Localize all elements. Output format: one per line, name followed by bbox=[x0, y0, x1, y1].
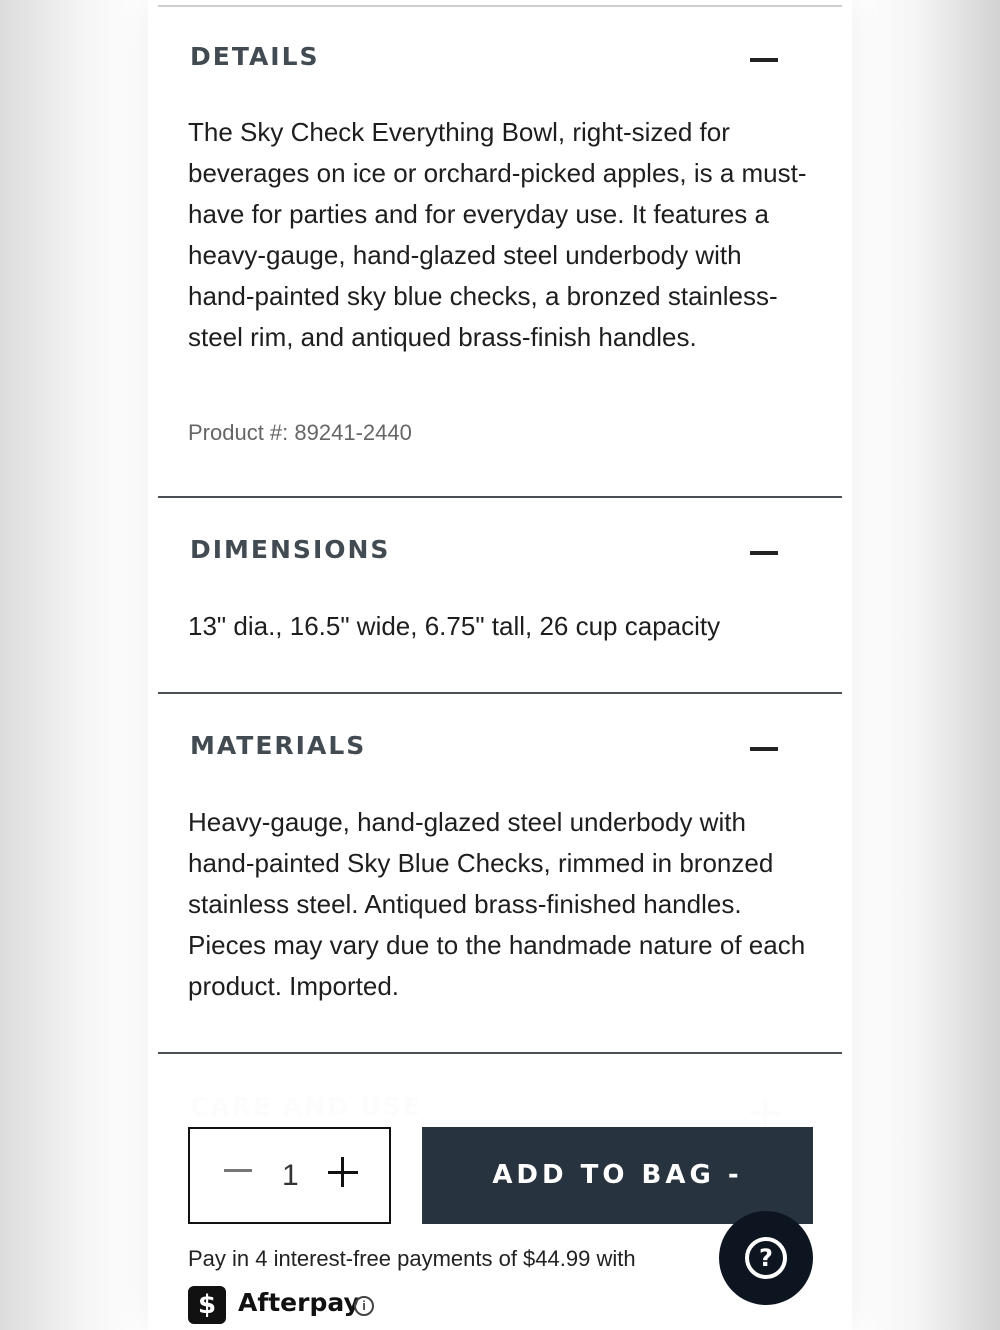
quantity-stepper[interactable] bbox=[188, 1127, 391, 1224]
dimensions-heading[interactable]: DIMENSIONS bbox=[190, 535, 391, 564]
top-divider bbox=[158, 5, 842, 7]
question-mark-icon: ? bbox=[745, 1237, 787, 1279]
dimensions-collapse-icon[interactable] bbox=[750, 551, 778, 555]
product-number: Product #: 89241-2440 bbox=[188, 420, 412, 445]
afterpay-logo-icon: $ bbox=[188, 1286, 226, 1324]
help-button[interactable] bbox=[719, 1211, 813, 1305]
product-detail-panel bbox=[148, 0, 852, 1330]
installment-text: Pay in 4 interest-free payments of $44.99 with bbox=[188, 1246, 636, 1271]
materials-text: Heavy-gauge, hand-glazed steel underbody with hand-painted Sky Blue Checks, rimmed in bronzed stainless steel. Antiqued brass-finished handles. Pieces may vary due to the handmade nature of each product. Imported. bbox=[188, 807, 806, 1001]
details-collapse-icon[interactable] bbox=[750, 58, 778, 62]
materials-heading[interactable]: MATERIALS bbox=[190, 731, 367, 760]
decrease-quantity-icon[interactable] bbox=[224, 1169, 252, 1172]
details-heading[interactable]: DETAILS bbox=[190, 42, 320, 71]
quantity-value: 1 bbox=[282, 1159, 299, 1192]
increase-quantity-icon[interactable] bbox=[328, 1157, 358, 1187]
materials-collapse-icon[interactable] bbox=[750, 747, 778, 751]
add-to-bag-button[interactable]: ADD TO BAG - $179.95 bbox=[422, 1127, 813, 1224]
materials-divider bbox=[158, 1052, 842, 1054]
dimensions-divider bbox=[158, 692, 842, 694]
details-divider bbox=[158, 496, 842, 498]
info-icon[interactable]: i bbox=[354, 1296, 374, 1316]
afterpay-name: Afterpay bbox=[238, 1288, 360, 1317]
details-description: The Sky Check Everything Bowl, right-sized for beverages on ice or orchard-picked apples, is a must-have for parties and for everyday use. It features a heavy-gauge, hand-glazed steel underbody with hand-painted sky blue checks, a bronzed stainless-steel rim, and antiqued brass-finish handles. bbox=[188, 117, 807, 352]
dimensions-text: 13" dia., 16.5" wide, 6.75" tall, 26 cup capacity bbox=[188, 611, 721, 641]
